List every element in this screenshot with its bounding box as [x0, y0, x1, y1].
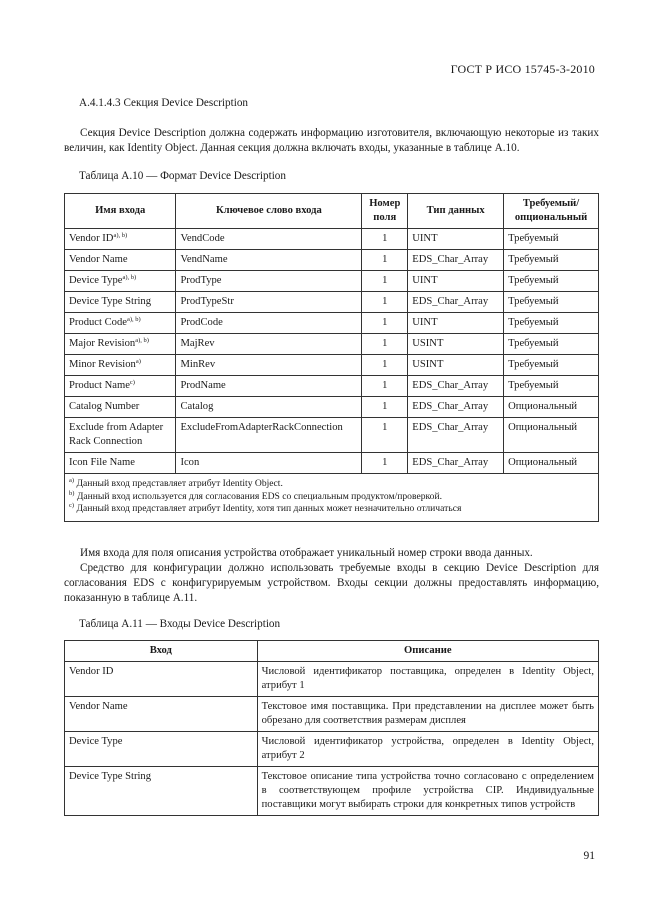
cell-data-type-text: USINT [412, 338, 444, 349]
col-header-description: Описание [257, 641, 598, 662]
cell-keyword [176, 271, 362, 292]
cell-required [504, 453, 599, 474]
cell-keyword-text: ExcludeFromAdapterRackConnection [180, 422, 343, 433]
col-header-entry-name: Имя входа [65, 194, 176, 229]
table-row [65, 292, 599, 313]
cell-required-text: Опциональный [508, 457, 578, 468]
cell-data-type [408, 313, 504, 334]
cell-keyword [176, 397, 362, 418]
middle-paragraph-1 [64, 546, 599, 561]
table-footnotes-row [65, 474, 599, 522]
cell-required-text: Требуемый [508, 380, 559, 391]
intro-text: Секция Device Description должна содержать информацию изготовителя, включающую некоторые из таких величин, как Identity Object. Данная секция должна включать входы, указанные в таблице А.10. [64, 127, 599, 154]
footnote-text: Данный вход представляет атрибут Identity, хотя тип данных может незначительно отличаться [76, 503, 462, 514]
cell-keyword-text: ProdTypeStr [180, 296, 234, 307]
cell-keyword-text: ProdCode [180, 317, 223, 328]
cell-description: Числовой идентификатор устройства, определен в Identity Object, атрибут 2 [257, 732, 598, 767]
table-a11-header-row [65, 641, 599, 662]
table-a10-header-row [65, 194, 599, 229]
footnote-mark: a), b) [126, 316, 141, 323]
cell-data-type [408, 418, 504, 453]
cell-entry: Device Type String [65, 767, 258, 816]
middle-paragraphs [64, 546, 599, 606]
cell-keyword-text: Icon [180, 457, 200, 468]
cell-entry: Vendor Name [65, 697, 258, 732]
footnote-mark: c) [129, 379, 135, 386]
cell-required-text: Требуемый [508, 254, 559, 265]
cell-field-number-text: 1 [382, 457, 388, 468]
cell-entry-name-text: Catalog Number [69, 401, 140, 412]
middle-paragraph-2 [64, 561, 599, 606]
cell-entry-name-text: Minor Revision [69, 359, 136, 370]
cell-keyword-text: Catalog [180, 401, 214, 412]
footnote [69, 503, 594, 516]
footnote-mark: a), b) [135, 337, 149, 344]
table-row [65, 732, 599, 767]
cell-entry-name-text: Device Type String [69, 296, 152, 307]
cell-field-number [362, 418, 408, 453]
cell-data-type [408, 453, 504, 474]
cell-keyword-text: ProdType [180, 275, 222, 286]
cell-keyword [176, 376, 362, 397]
table-a10 [64, 193, 599, 522]
cell-keyword [176, 229, 362, 250]
cell-keyword [176, 453, 362, 474]
cell-field-number-text: 1 [382, 254, 388, 265]
cell-description: Текстовое описание типа устройства точно согласовано с определением в соответствующем профиле устройства CIP. Индивидуальные поставщики могут выбирать строки для конкретных типов устройств [257, 767, 598, 816]
cell-keyword [176, 292, 362, 313]
table-row [65, 397, 599, 418]
cell-field-number-text: 1 [382, 275, 388, 286]
cell-required [504, 418, 599, 453]
cell-description: Числовой идентификатор поставщика, определен в Identity Object, атрибут 1 [257, 662, 598, 697]
footnote-text: Данный вход представляет атрибут Identity Object. [76, 478, 283, 489]
cell-data-type-text: EDS_Char_Array [412, 296, 489, 307]
cell-entry-name [65, 229, 176, 250]
cell-data-type [408, 229, 504, 250]
table-row [65, 334, 599, 355]
cell-required-text: Опциональный [508, 401, 578, 412]
cell-entry-name-text: Device Type [69, 275, 123, 286]
cell-required-text: Требуемый [508, 296, 559, 307]
cell-field-number [362, 250, 408, 271]
footnote-mark: a) [135, 358, 141, 365]
cell-data-type-text: EDS_Char_Array [412, 380, 489, 391]
cell-keyword [176, 250, 362, 271]
cell-field-number-text: 1 [382, 359, 388, 370]
footnote [69, 491, 594, 504]
cell-data-type [408, 271, 504, 292]
cell-data-type-text: USINT [412, 359, 444, 370]
cell-required [504, 292, 599, 313]
cell-keyword [176, 418, 362, 453]
cell-required-text: Требуемый [508, 233, 559, 244]
table-a10-caption: Таблица А.10 — Формат Device Description [79, 170, 286, 182]
cell-field-number-text: 1 [382, 317, 388, 328]
cell-entry-name [65, 376, 176, 397]
cell-required-text: Требуемый [508, 317, 559, 328]
cell-keyword-text: MajRev [180, 338, 215, 349]
cell-data-type [408, 397, 504, 418]
footnote [69, 478, 594, 491]
table-row [65, 662, 599, 697]
middle-text-1: Имя входа для поля описания устройства отображает уникальный номер строки ввода данных. [80, 547, 533, 559]
cell-keyword [176, 313, 362, 334]
cell-entry-name-text: Major Revision [69, 338, 136, 349]
footnote-mark: b) [69, 489, 75, 497]
cell-description: Текстовое имя поставщика. При представлении на дисплее может быть обрезано для соответствия размерам дисплея [257, 697, 598, 732]
cell-entry-name [65, 250, 176, 271]
cell-required-text: Опциональный [508, 422, 578, 433]
table-a11-caption: Таблица А.11 — Входы Device Description [79, 618, 281, 630]
cell-field-number-text: 1 [382, 338, 388, 349]
cell-required [504, 376, 599, 397]
cell-entry-name [65, 334, 176, 355]
cell-data-type [408, 355, 504, 376]
cell-data-type-text: UINT [412, 233, 438, 244]
cell-field-number [362, 334, 408, 355]
cell-field-number-text: 1 [382, 380, 388, 391]
cell-field-number [362, 313, 408, 334]
cell-keyword-text: ProdName [180, 380, 226, 391]
cell-entry-name [65, 453, 176, 474]
cell-field-number-text: 1 [382, 233, 388, 244]
document-header: ГОСТ Р ИСО 15745-3-2010 [450, 62, 595, 76]
cell-required-text: Требуемый [508, 338, 559, 349]
cell-field-number [362, 229, 408, 250]
col-header-field-number: Номер поля [362, 194, 408, 229]
col-header-required: Требуемый/ опциональный [504, 194, 599, 229]
cell-entry-name [65, 397, 176, 418]
cell-required [504, 397, 599, 418]
table-row [65, 313, 599, 334]
table-row [65, 229, 599, 250]
cell-entry: Device Type [65, 732, 258, 767]
cell-data-type [408, 292, 504, 313]
table-row [65, 271, 599, 292]
cell-entry-name [65, 313, 176, 334]
cell-keyword-text: MinRev [180, 359, 216, 370]
cell-keyword-text: VendCode [180, 233, 225, 244]
page-number: 91 [583, 850, 595, 862]
cell-field-number [362, 453, 408, 474]
cell-required [504, 334, 599, 355]
cell-data-type [408, 250, 504, 271]
cell-required [504, 355, 599, 376]
section-title: А.4.1.4.3 Секция Device Description [79, 97, 249, 109]
cell-field-number [362, 271, 408, 292]
footnote-mark: a) [69, 477, 75, 484]
cell-data-type-text: EDS_Char_Array [412, 422, 489, 433]
cell-entry-name [65, 292, 176, 313]
cell-keyword [176, 334, 362, 355]
middle-text-2: Средство для конфигурации должно использовать требуемые входы в секцию Device Description для согласования EDS с конфигурируемым устройством. Входы секции должны предоставлять информацию, показанную в таблице А.11. [64, 562, 599, 604]
table-row [65, 418, 599, 453]
table-a11 [64, 640, 599, 816]
cell-field-number-text: 1 [382, 422, 388, 433]
cell-field-number [362, 292, 408, 313]
cell-entry-name-text: Exclude from Adapter Rack Connection [69, 422, 164, 447]
cell-keyword [176, 355, 362, 376]
cell-required-text: Требуемый [508, 275, 559, 286]
cell-entry-name [65, 418, 176, 453]
cell-entry-name-text: Product Code [69, 317, 127, 328]
col-header-entry: Вход [65, 641, 258, 662]
cell-entry: Vendor ID [65, 662, 258, 697]
cell-data-type-text: EDS_Char_Array [412, 401, 489, 412]
intro-paragraph [64, 126, 599, 156]
table-row [65, 453, 599, 474]
table-row [65, 250, 599, 271]
cell-data-type-text: UINT [412, 317, 438, 328]
cell-required [504, 271, 599, 292]
table-row [65, 697, 599, 732]
cell-field-number-text: 1 [382, 296, 388, 307]
cell-data-type-text: EDS_Char_Array [412, 457, 489, 468]
cell-entry-name [65, 355, 176, 376]
cell-data-type-text: UINT [412, 275, 438, 286]
cell-entry-name [65, 271, 176, 292]
cell-required-text: Требуемый [508, 359, 559, 370]
cell-field-number [362, 397, 408, 418]
cell-entry-name-text: Product Name [69, 380, 130, 391]
cell-keyword-text: VendName [180, 254, 228, 265]
cell-field-number-text: 1 [382, 401, 388, 412]
cell-entry-name-text: Vendor Name [69, 254, 128, 265]
cell-entry-name-text: Vendor ID [69, 233, 114, 244]
col-header-keyword: Ключевое слово входа [176, 194, 362, 229]
table-row [65, 355, 599, 376]
footnote-mark: a), b) [113, 232, 128, 239]
cell-required [504, 229, 599, 250]
cell-data-type [408, 334, 504, 355]
cell-field-number [362, 376, 408, 397]
col-header-data-type: Тип данных [408, 194, 504, 229]
footnote-text: Данный вход используется для согласования EDS со специальным продуктом/проверкой. [76, 490, 443, 502]
cell-data-type [408, 376, 504, 397]
cell-required [504, 250, 599, 271]
footnote-mark: a), b) [122, 274, 137, 281]
cell-field-number [362, 355, 408, 376]
table-row [65, 767, 599, 816]
table-row [65, 376, 599, 397]
footnote-mark: c) [69, 502, 75, 509]
cell-data-type-text: EDS_Char_Array [412, 254, 489, 265]
cell-entry-name-text: Icon File Name [69, 457, 135, 468]
cell-required [504, 313, 599, 334]
table-footnotes [65, 474, 599, 522]
